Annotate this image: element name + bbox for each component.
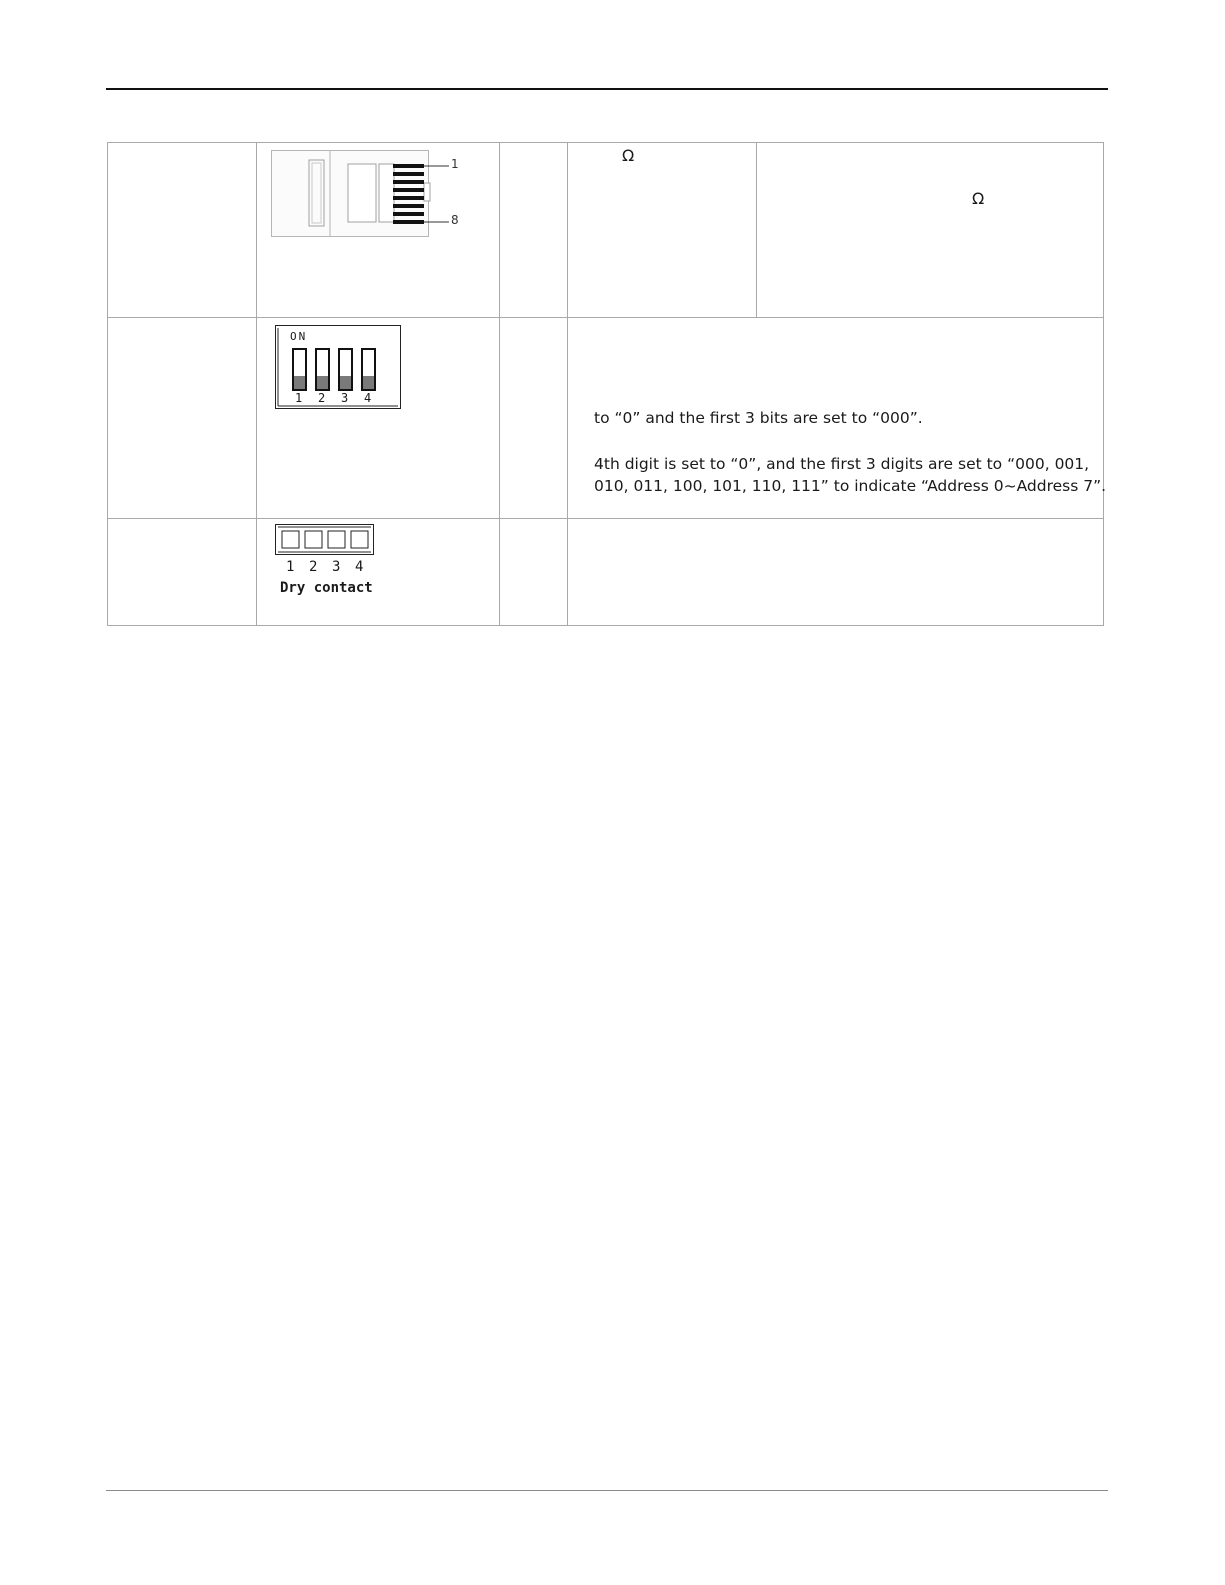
dip-switch-figure xyxy=(275,325,403,415)
header-rule xyxy=(106,88,1108,90)
switch-number-4: 4 xyxy=(364,391,372,405)
column-divider xyxy=(567,143,568,625)
pin-1-label: 1 xyxy=(451,157,459,171)
column-divider xyxy=(756,143,757,317)
dip-description-line: 4th digit is set to “0”, and the first 3 digits are set to “000, 001, xyxy=(594,455,1090,473)
rj45-port-figure xyxy=(271,150,471,244)
dry-contact-pin-3: 3 xyxy=(332,559,341,575)
column-divider xyxy=(499,143,500,625)
switch-number-2: 2 xyxy=(318,391,326,405)
dry-contact-pin-2: 2 xyxy=(309,559,318,575)
spec-table xyxy=(107,142,1107,626)
ohm-symbol: Ω xyxy=(972,189,985,208)
dry-contact-label: Dry contact xyxy=(280,580,373,596)
dry-contact-pin-4: 4 xyxy=(355,559,364,575)
row-divider xyxy=(108,317,1103,318)
switch-number-1: 1 xyxy=(295,391,303,405)
ohm-symbol: Ω xyxy=(622,146,635,165)
dip-on-label: ON xyxy=(290,330,308,343)
column-divider xyxy=(256,143,257,625)
dry-contact-figure xyxy=(275,524,377,596)
footer-rule xyxy=(106,1490,1108,1491)
pin-8-label: 8 xyxy=(451,213,459,227)
switch-number-3: 3 xyxy=(341,391,349,405)
dip-description-line: 010, 011, 100, 101, 110, 111” to indicate “Address 0~Address 7”. xyxy=(594,477,1107,495)
dry-contact-pin-1: 1 xyxy=(286,559,295,575)
row-divider xyxy=(108,518,1103,519)
dip-description-line: to “0” and the first 3 bits are set to “000”. xyxy=(594,409,923,427)
